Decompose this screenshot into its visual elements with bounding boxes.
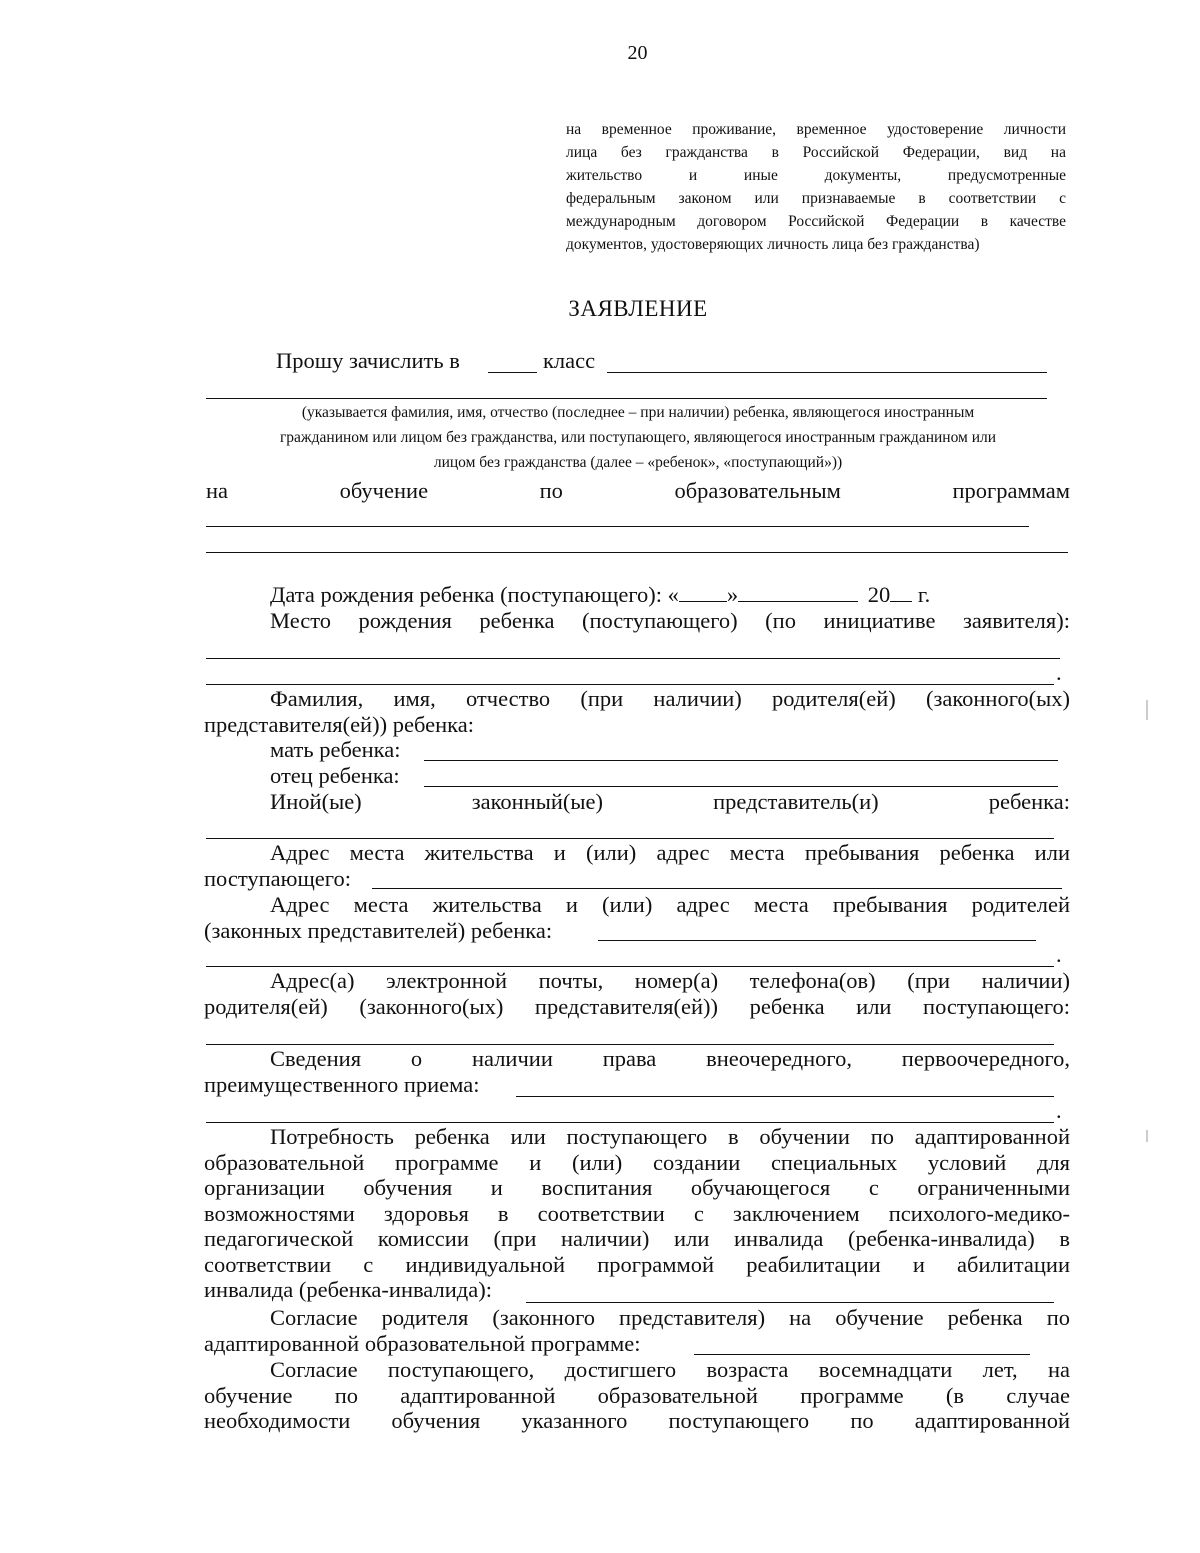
adapted-need-field[interactable]	[526, 1302, 1054, 1303]
priority-field-2[interactable]	[206, 1122, 1054, 1123]
other-rep-line	[270, 789, 1070, 815]
parent-address-field-2[interactable]	[206, 966, 1054, 967]
child-address-line: Адрес места жительства и (или) адрес места пребывания ребенка или	[270, 840, 1070, 865]
birth-month-field[interactable]	[738, 583, 858, 602]
father-label: отец ребенка:	[270, 763, 400, 788]
parent-address-field-1[interactable]	[598, 940, 1036, 941]
mother-name-field[interactable]	[424, 760, 1058, 761]
scan-speck	[1146, 1130, 1148, 1142]
priority	[204, 1046, 1070, 1097]
birth-place-text: Место рождения ребенка (поступающего) (по инициативе заявителя):	[270, 608, 1070, 633]
child-name-field[interactable]	[206, 398, 1047, 399]
parent-address-line: Адрес места жительства и (или) адрес места пребывания родителей	[270, 892, 1070, 917]
adapted-need-line: педагогической комиссии (при наличии) или инвалида (ребенка-инвалида) в	[204, 1226, 1070, 1251]
contacts	[204, 968, 1070, 1019]
adapted-need	[204, 1124, 1070, 1303]
parent-consent-line: Согласие родителя (законного представителя) на обучение ребенка по	[270, 1305, 1070, 1330]
header-note-line: федеральным законом или признаваемые в соответствии с	[566, 190, 1066, 207]
header-note	[566, 118, 1066, 256]
parents-intro	[204, 686, 1070, 737]
program-word: обучение	[339, 478, 429, 503]
header-note-line: на временное проживание, временное удостоверение личности	[566, 121, 1066, 138]
program-field-1[interactable]	[206, 526, 1029, 527]
period-mark: .	[1056, 942, 1062, 967]
class-number-field[interactable]	[488, 372, 537, 373]
header-note-line: жительство и иные документы, предусмотренные	[566, 167, 1066, 184]
parents-intro-line: Фамилия, имя, отчество (при наличии) родителя(ей) (законного(ых)	[270, 686, 1070, 711]
adapted-need-line: соответствии с индивидуальной программой реабилитации и абилитации	[204, 1251, 1070, 1277]
priority-field-1[interactable]	[516, 1096, 1054, 1097]
period-mark: .	[1056, 1098, 1062, 1123]
caption-line: лицом без гражданства (далее – «ребенок», «поступающий»))	[433, 454, 843, 471]
child-address	[204, 840, 1070, 891]
birth-year-prefix: 20	[867, 582, 891, 607]
birth-place-field-2[interactable]	[206, 684, 1054, 685]
period-mark: .	[1056, 660, 1062, 685]
other-rep-word: представитель(и)	[713, 789, 879, 814]
adapted-need-line: возможностями здоровья в соответствии с заключением психолого-медико-	[204, 1200, 1070, 1226]
birth-place-label	[270, 608, 1070, 634]
header-note-line: международным договором Российской Федерации в качестве	[566, 213, 1066, 230]
adapted-need-line: Потребность ребенка или поступающего в обучении по адаптированной	[270, 1124, 1070, 1149]
program-word: образовательным	[674, 478, 841, 503]
class-word: класс	[543, 348, 596, 373]
other-rep-field[interactable]	[206, 838, 1054, 839]
parent-address	[204, 892, 1070, 943]
contacts-line: Адрес(а) электронной почты, номер(а) телефона(ов) (при наличии)	[270, 968, 1070, 993]
birth-date-row	[270, 582, 930, 608]
priority-line: преимущественного приема:	[204, 1071, 480, 1097]
birth-year-field[interactable]	[890, 583, 912, 602]
father-name-field[interactable]	[424, 786, 1058, 787]
enroll-prefix: Прошу зачислить в	[276, 348, 460, 373]
child-name-caption	[206, 400, 1070, 475]
caption-line: гражданином или лицом без гражданства, или поступающего, являющегося иностранным гражданином или	[279, 429, 997, 446]
adapted-need-line: образовательной программе и (или) создании специальных условий для	[204, 1149, 1070, 1175]
birth-year-suffix: г.	[917, 582, 931, 607]
other-rep-word: законный(ые)	[471, 789, 604, 814]
program-word: на	[206, 478, 229, 503]
document-title: ЗАЯВЛЕНИЕ	[568, 296, 708, 321]
birth-day-field[interactable]	[679, 583, 727, 602]
parents-intro-line: представителя(ей)) ребенка:	[204, 711, 474, 737]
mother-label: мать ребенка:	[270, 737, 401, 762]
program-word: по	[539, 478, 563, 503]
contacts-field[interactable]	[206, 1044, 1054, 1045]
parent-consent	[204, 1305, 1070, 1356]
other-rep-word: ребенка:	[988, 789, 1070, 814]
priority-line: Сведения о наличии права внеочередного, первоочередного,	[270, 1046, 1070, 1071]
other-rep-word: Иной(ые)	[270, 789, 362, 814]
school-name-field[interactable]	[607, 372, 1047, 373]
page-number: 20	[627, 42, 648, 64]
child-address-line: поступающего:	[204, 865, 351, 891]
adapted-need-line: организации обучения и воспитания обучающегося с ограниченными	[204, 1175, 1070, 1200]
birth-date-quote: »	[726, 582, 739, 607]
adult-consent-line: обучение по адаптированной образовательной программе (в случае	[204, 1382, 1070, 1408]
program-field-2[interactable]	[206, 552, 1068, 553]
adapted-need-line: инвалида (ребенка-инвалида):	[204, 1277, 492, 1302]
caption-line: (указывается фамилия, имя, отчество (последнее – при наличии) ребенка, являющегося иностранным	[301, 404, 975, 421]
adult-consent	[204, 1357, 1070, 1434]
adult-consent-line: Согласие поступающего, достигшего возраста восемнадцати лет, на	[270, 1357, 1070, 1382]
parent-address-line: (законных представителей) ребенка:	[204, 917, 553, 943]
adult-consent-line: необходимости обучения указанного поступающего по адаптированной	[204, 1408, 1070, 1433]
parent-consent-line: адаптированной образовательной программе:	[204, 1330, 641, 1356]
child-address-field[interactable]	[372, 888, 1062, 889]
birth-date-label: Дата рождения ребенка (поступающего): «	[270, 582, 679, 607]
parent-consent-field[interactable]	[694, 1354, 1030, 1355]
program-line	[206, 478, 1070, 504]
birth-place-field-1[interactable]	[206, 658, 1060, 659]
header-note-line: лица без гражданства в Российской Федерации, вид на	[566, 144, 1066, 161]
contacts-line: родителя(ей) (законного(ых) представителя(ей)) ребенка или поступающего:	[204, 993, 1070, 1019]
scan-speck	[1146, 700, 1148, 720]
header-note-line: документов, удостоверяющих личность лица без гражданства)	[566, 236, 980, 253]
program-word: программам	[952, 478, 1070, 503]
